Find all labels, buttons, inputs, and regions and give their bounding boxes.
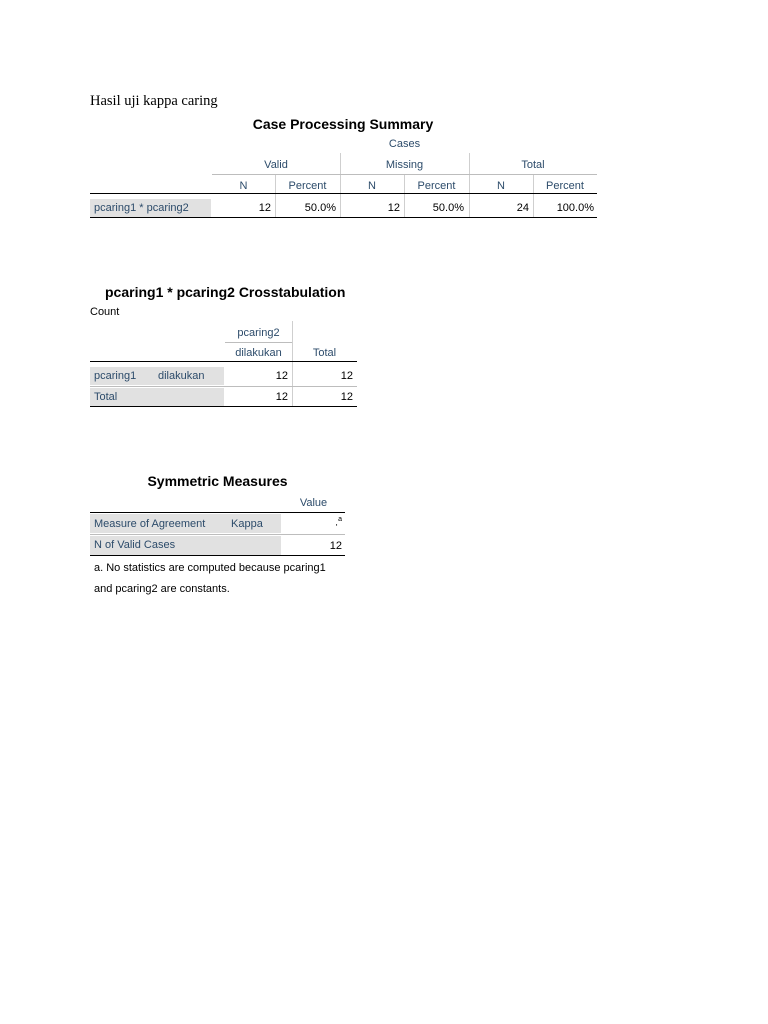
kappa-value <box>282 516 342 529</box>
row-value-dilakukan: 12 <box>275 370 288 382</box>
case-row-label: pcaring1 * pcaring2 <box>90 199 211 217</box>
missing-n-value: 12 <box>387 202 400 214</box>
total-n-value: 24 <box>516 202 529 214</box>
valid-header: Valid <box>264 159 288 171</box>
kappa-footnote-marker: a <box>338 516 342 523</box>
row-variable-label: pcaring1 <box>94 370 137 382</box>
missing-n-header: N <box>368 180 376 192</box>
total-header: Total <box>521 159 545 171</box>
value-header: Value <box>299 497 328 509</box>
crosstab-title: pcaring1 * pcaring2 Crosstabulation <box>105 284 346 300</box>
row-category-label: dilakukan <box>158 370 205 382</box>
col-category-header: dilakukan <box>235 347 282 359</box>
page-heading: Hasil uji kappa caring <box>90 93 218 109</box>
case-summary-title: Case Processing Summary <box>252 116 434 132</box>
missing-header: Missing <box>385 159 424 171</box>
valid-cases-label: N of Valid Cases <box>90 536 281 555</box>
valid-percent-header: Percent <box>288 180 327 192</box>
total-percent-header: Percent <box>546 180 584 192</box>
valid-n-header: N <box>239 180 248 192</box>
total-percent-value: 100.0% <box>556 202 594 214</box>
total-row-label: Total <box>90 388 224 406</box>
valid-n-value: 12 <box>258 202 271 214</box>
symmetric-title: Symmetric Measures <box>147 473 288 489</box>
total-n-header: N <box>497 180 505 192</box>
total-row-dilakukan: 12 <box>275 391 288 403</box>
cases-header: Cases <box>388 138 421 150</box>
crosstab-subtitle: Count <box>90 306 120 318</box>
measure-label: Measure of Agreement <box>94 518 206 530</box>
col-variable-header: pcaring2 <box>237 327 280 339</box>
kappa-label: Kappa <box>231 518 263 530</box>
missing-percent-value: 50.0% <box>432 202 464 214</box>
valid-percent-value: 50.0% <box>304 202 336 214</box>
missing-percent-header: Percent <box>417 180 456 192</box>
total-row-total: 12 <box>340 391 353 403</box>
col-total-header: Total <box>312 347 337 359</box>
kappa-value-text: . <box>335 516 339 529</box>
valid-cases-value: 12 <box>329 540 342 552</box>
footnote-line-2: and pcaring2 are constants. <box>94 583 230 595</box>
footnote-line-1: a. No statistics are computed because pcaring1 <box>94 562 326 574</box>
row-value-total: 12 <box>340 370 353 382</box>
